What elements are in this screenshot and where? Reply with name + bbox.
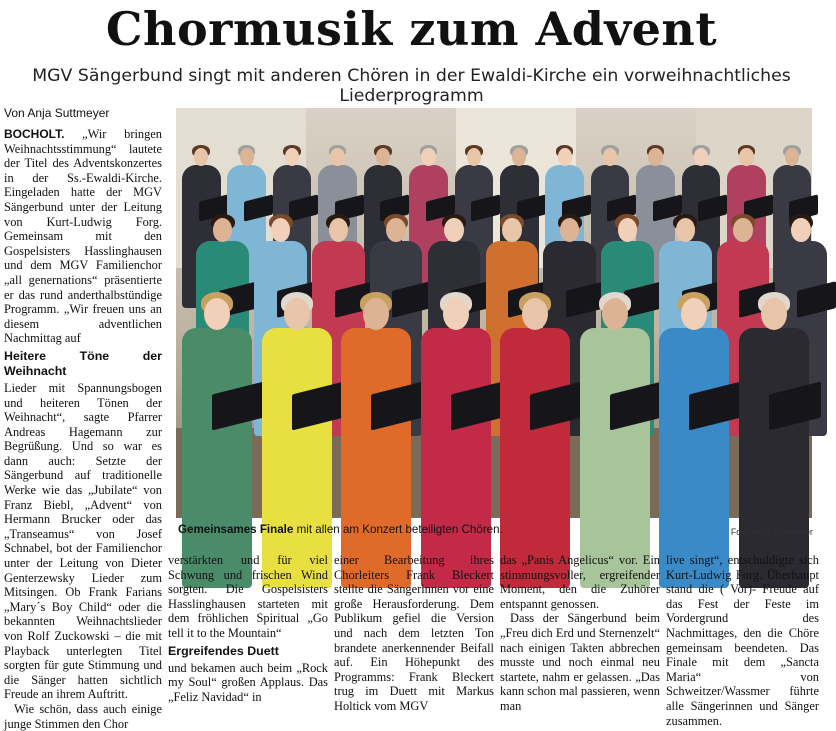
article-column-1	[4, 127, 162, 731]
article-column-4	[500, 553, 660, 714]
paragraph: einer Bearbeitung ihres Chorleiters Frank Bleckert stellte die Sängerinnen vor eine große Herausforderung. Dem Publikum gefiel die Version und nach dem letzten Ton brandete anerkennender Beifall auf. Ein Höhepunkt des Programms: Frank Bleckert trug im Duett mit Markus Holtick vom MGV	[334, 553, 494, 713]
paragraph-intro	[4, 127, 162, 346]
paragraph: Dass der Sängerbund beim „Freu dich Erd und Sternenzelt“ nach einigen Takten abbrechen musste und noch einmal neu startete, nahm er gelassen. „Das kann schon mal passieren, wenn man	[500, 611, 661, 713]
paragraph: verstärkten und für viel Schwung und frischen Wind sorgten. Die Gospelsisters Hasslinghausen starteten mit dem fröhlichen Spiritual „Go tell it to the Mountain“	[168, 553, 328, 640]
paragraph: das „Panis Angelicus“ vor. Ein stimmungsvoller, ergreifender Moment, den die Zuhörer entspannt genossen.	[500, 553, 660, 611]
subheading-ergreifendes-duett: Ergreifendes Duett	[168, 643, 279, 658]
paragraph: und bekamen auch beim „Rock my Soul“ großen Applaus. Das „Feliz Navidad“ in	[168, 660, 328, 704]
paragraph-body: Lieder mit Spannungsbogen und heiteren Tönen der Weihnacht“, sagte Pfarrer Andreas Hagemann zur Begrüßung. Und so war es dann auch: Setzte der Sängerbund auf traditionelle Werke wie das „Jubilate“ von Franz Biebl, „Advent“ von Hermann Brucker oder das „Transeamus“ von Josef Schnabel, bot der Familienchor unter der Leitung von Dieter Genterzewsky Lieder zum Mitsingen. Ob Frank Farians „Mary´s Boy Child“ oder die bekannten Weihnachtslieder von Rolf Zuckowski – die mit Playback unterlegten Titel sorgten für gute Stimmung und die Sänger hatten sichtlich Freude an ihrem Auftritt.	[4, 380, 162, 702]
paragraph: live singt“, entschuldigte sich Kurt-Ludwig Forg. Überhaupt stand die ( Vor)- Freude auf das Fest der Feste im Vordergrund des Nachmittages, den die Chöre gemeinsam beendeten. Das Finale mit dem „Sancta Maria“ von Schweitzer/Wassmer führte alle Sängerinnen und Sänger zusammen.	[666, 553, 819, 728]
dateline: BOCHOLT.	[4, 127, 65, 141]
article-column-2	[168, 553, 328, 704]
caption-text: mit allen am Konzert beteiligten Chören.	[293, 523, 503, 536]
byline: Von Anja Suttmeyer	[4, 106, 110, 120]
paragraph-continues: Wie schön, dass auch einige junge Stimmen den Chor	[4, 701, 162, 731]
photo-caption	[178, 523, 503, 536]
photo-credit: Foto: Anja Suttmeyer	[730, 527, 813, 537]
choir-photo	[176, 108, 812, 518]
subheading-heitere-toene: Heitere Töne der Weihnacht	[4, 348, 162, 378]
article-column-5	[666, 553, 819, 728]
headline: Chormusik zum Advent	[105, 2, 718, 56]
caption-bold: Gemeinsames Finale	[178, 523, 294, 536]
paragraph-intro-text: „Wir bringen Weihnachtsstimmung“ lautete der Titel des Adventskonzertes in der Ss.-Ewaldi-Kirche. Eingeladen hatte der MGV Sängerbund unter der Leitung von Kurt-Ludwig Forg. Gemeinsam mit den Gospelsisters Hasslinghausen und dem MGV Familienchor „all genernations“ präsentierte er das rund anderthalbstündige Programm. „Wir freuen uns an diesem adventlichen Nachmittag auf	[4, 127, 162, 346]
article-column-3	[334, 553, 494, 714]
subheadline: MGV Sängerbund singt mit anderen Chören in der Ewaldi-Kirche ein vorweihnachtliches Liederprogramm	[32, 66, 791, 106]
